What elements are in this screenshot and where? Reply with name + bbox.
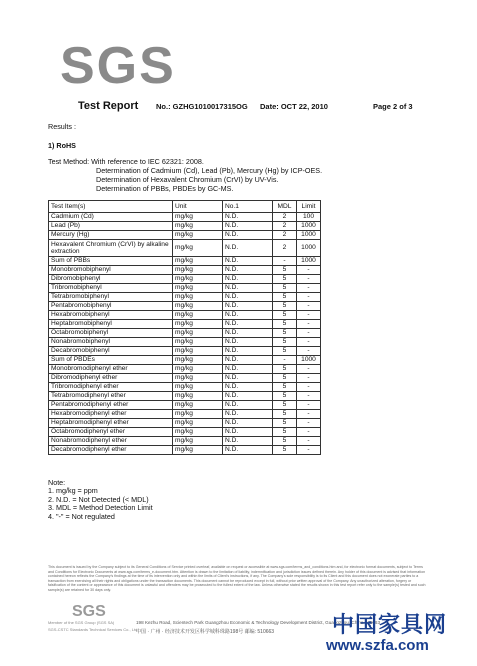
method-line-4: Determination of PBBs, PBDEs by GC-MS. bbox=[96, 184, 234, 193]
cell-test-item: Hexabromodiphenyl ether bbox=[49, 410, 173, 419]
cell-mdl: 5 bbox=[273, 284, 297, 293]
cell-mdl: 5 bbox=[273, 329, 297, 338]
table-row bbox=[49, 240, 321, 257]
table-row bbox=[49, 410, 321, 419]
cell-unit: mg/kg bbox=[173, 383, 223, 392]
cell-test-item: Nonabromodiphenyl ether bbox=[49, 437, 173, 446]
cell-limit: - bbox=[297, 365, 321, 374]
table-row bbox=[49, 320, 321, 329]
sgs-logo bbox=[60, 37, 176, 95]
cell-unit: mg/kg bbox=[173, 257, 223, 266]
cell-limit: - bbox=[297, 320, 321, 329]
watermark-chinese: 中国家具网 bbox=[332, 612, 448, 637]
cell-unit: mg/kg bbox=[173, 446, 223, 455]
table-row bbox=[49, 446, 321, 455]
cell-result: N.D. bbox=[223, 320, 273, 329]
table-row bbox=[49, 401, 321, 410]
cell-test-item: Tribromobiphenyl bbox=[49, 284, 173, 293]
cell-limit: - bbox=[297, 446, 321, 455]
cell-limit: - bbox=[297, 347, 321, 356]
cell-mdl: 5 bbox=[273, 275, 297, 284]
table-row bbox=[49, 365, 321, 374]
cell-unit: mg/kg bbox=[173, 293, 223, 302]
cell-limit: 1000 bbox=[297, 257, 321, 266]
cell-mdl: 5 bbox=[273, 437, 297, 446]
cell-unit: mg/kg bbox=[173, 338, 223, 347]
section-title: 1) RoHS bbox=[48, 141, 76, 150]
table-row bbox=[49, 383, 321, 392]
cell-mdl: 5 bbox=[273, 428, 297, 437]
method-line-2: Determination of Cadmium (Cd), Lead (Pb), Mercury (Hg) by ICP-OES. bbox=[96, 166, 323, 175]
cell-unit: mg/kg bbox=[173, 302, 223, 311]
header-test-item: Test Item(s) bbox=[49, 201, 173, 213]
cell-test-item: Nonabromobiphenyl bbox=[49, 338, 173, 347]
cell-test-item: Octabromobiphenyl bbox=[49, 329, 173, 338]
footer-sgs-logo: SGS bbox=[72, 603, 106, 620]
cell-mdl: 5 bbox=[273, 383, 297, 392]
cell-result: N.D. bbox=[223, 257, 273, 266]
cell-result: N.D. bbox=[223, 222, 273, 231]
cell-unit: mg/kg bbox=[173, 329, 223, 338]
cell-unit: mg/kg bbox=[173, 374, 223, 383]
cell-test-item: Hexabromobiphenyl bbox=[49, 311, 173, 320]
cell-limit: - bbox=[297, 275, 321, 284]
cell-result: N.D. bbox=[223, 329, 273, 338]
cell-test-item: Sum of PBBs bbox=[49, 257, 173, 266]
cell-result: N.D. bbox=[223, 446, 273, 455]
table-row bbox=[49, 231, 321, 240]
cell-limit: 1000 bbox=[297, 240, 321, 257]
cell-result: N.D. bbox=[223, 284, 273, 293]
cell-result: N.D. bbox=[223, 302, 273, 311]
cell-test-item: Decabromobiphenyl bbox=[49, 347, 173, 356]
sgs-logo-text: SGS bbox=[60, 37, 176, 95]
cell-unit: mg/kg bbox=[173, 410, 223, 419]
cell-limit: - bbox=[297, 293, 321, 302]
table-row bbox=[49, 213, 321, 222]
cell-limit: - bbox=[297, 437, 321, 446]
cell-mdl: 5 bbox=[273, 302, 297, 311]
cell-test-item: Octabromodiphenyl ether bbox=[49, 428, 173, 437]
cell-result: N.D. bbox=[223, 383, 273, 392]
table-row bbox=[49, 374, 321, 383]
table-row bbox=[49, 257, 321, 266]
table-row bbox=[49, 302, 321, 311]
cell-limit: - bbox=[297, 302, 321, 311]
cell-mdl: - bbox=[273, 356, 297, 365]
method-line-1: Test Method: With reference to IEC 62321: 2008. bbox=[48, 157, 204, 166]
table-row bbox=[49, 356, 321, 365]
cell-limit: - bbox=[297, 374, 321, 383]
cell-limit: - bbox=[297, 401, 321, 410]
cell-result: N.D. bbox=[223, 266, 273, 275]
cell-test-item: Heptabromobiphenyl bbox=[49, 320, 173, 329]
report-header bbox=[78, 100, 438, 112]
cell-mdl: 2 bbox=[273, 231, 297, 240]
cell-mdl: 5 bbox=[273, 338, 297, 347]
footer-address-en: 198 Kezhu Road, Scientech Park Guangzhou Economic & Technology Development District, Guangzhou, China 510663 bbox=[136, 620, 381, 625]
footer-address-cn: 中国 · 广州 · 经济技术开发区科学城科珠路198号 邮编: 510663 bbox=[136, 629, 275, 635]
cell-test-item: Mercury (Hg) bbox=[49, 231, 173, 240]
cell-test-item: Decabromodiphenyl ether bbox=[49, 446, 173, 455]
report-title: Test Report bbox=[78, 100, 139, 112]
table-row bbox=[49, 419, 321, 428]
cell-mdl: 5 bbox=[273, 446, 297, 455]
cell-limit: - bbox=[297, 311, 321, 320]
cell-unit: mg/kg bbox=[173, 284, 223, 293]
cell-limit: - bbox=[297, 410, 321, 419]
table-row bbox=[49, 275, 321, 284]
cell-limit: - bbox=[297, 266, 321, 275]
cell-result: N.D. bbox=[223, 293, 273, 302]
table-row bbox=[49, 347, 321, 356]
footer-member-line-2: SGS-CSTC Standards Technical Services Co., Ltd. bbox=[48, 627, 139, 632]
table-row bbox=[49, 311, 321, 320]
cell-test-item: Tetrabromobiphenyl bbox=[49, 293, 173, 302]
table-row bbox=[49, 266, 321, 275]
notes bbox=[48, 479, 153, 521]
cell-unit: mg/kg bbox=[173, 356, 223, 365]
cell-unit: mg/kg bbox=[173, 428, 223, 437]
header-unit: Unit bbox=[173, 201, 223, 213]
cell-test-item: Monobromobiphenyl bbox=[49, 266, 173, 275]
cell-test-item: Pentabromobiphenyl bbox=[49, 302, 173, 311]
note-item: 1. mg/kg = ppm bbox=[48, 486, 98, 496]
cell-limit: - bbox=[297, 338, 321, 347]
cell-result: N.D. bbox=[223, 428, 273, 437]
cell-unit: mg/kg bbox=[173, 347, 223, 356]
report-date: Date: OCT 22, 2010 bbox=[260, 102, 328, 111]
cell-result: N.D. bbox=[223, 392, 273, 401]
cell-limit: - bbox=[297, 392, 321, 401]
cell-mdl: 5 bbox=[273, 419, 297, 428]
cell-result: N.D. bbox=[223, 437, 273, 446]
cell-unit: mg/kg bbox=[173, 213, 223, 222]
cell-unit: mg/kg bbox=[173, 231, 223, 240]
cell-result: N.D. bbox=[223, 240, 273, 257]
cell-result: N.D. bbox=[223, 365, 273, 374]
table-row bbox=[49, 428, 321, 437]
table-header-row bbox=[49, 201, 321, 213]
results-table bbox=[48, 200, 321, 455]
cell-mdl: 2 bbox=[273, 240, 297, 257]
cell-mdl: 5 bbox=[273, 392, 297, 401]
cell-unit: mg/kg bbox=[173, 222, 223, 231]
table-row bbox=[49, 338, 321, 347]
header-no1: No.1 bbox=[223, 201, 273, 213]
cell-unit: mg/kg bbox=[173, 311, 223, 320]
cell-mdl: - bbox=[273, 257, 297, 266]
cell-test-item: Dibromodiphenyl ether bbox=[49, 374, 173, 383]
results-table-body bbox=[49, 213, 321, 455]
cell-result: N.D. bbox=[223, 356, 273, 365]
footer-member-line-1: Member of the SGS Group (SGS SA) bbox=[48, 620, 115, 625]
table-row bbox=[49, 293, 321, 302]
notes-title: Note: bbox=[48, 478, 66, 487]
cell-test-item: Monobromodiphenyl ether bbox=[49, 365, 173, 374]
cell-limit: - bbox=[297, 428, 321, 437]
cell-result: N.D. bbox=[223, 374, 273, 383]
cell-unit: mg/kg bbox=[173, 240, 223, 257]
table-row bbox=[49, 329, 321, 338]
cell-test-item: Cadmium (Cd) bbox=[49, 213, 173, 222]
cell-limit: 1000 bbox=[297, 231, 321, 240]
method-line-3: Determination of Hexavalent Chromium (CrVI) by UV-Vis. bbox=[96, 175, 279, 184]
cell-result: N.D. bbox=[223, 410, 273, 419]
table-row bbox=[49, 437, 321, 446]
cell-test-item: Tetrabromodiphenyl ether bbox=[49, 392, 173, 401]
results-label: Results : bbox=[48, 122, 76, 131]
cell-unit: mg/kg bbox=[173, 365, 223, 374]
cell-unit: mg/kg bbox=[173, 437, 223, 446]
table-row bbox=[49, 392, 321, 401]
cell-test-item: Hexavalent Chromium (CrVI) by alkaline extraction bbox=[49, 240, 173, 257]
cell-result: N.D. bbox=[223, 275, 273, 284]
cell-limit: - bbox=[297, 383, 321, 392]
cell-result: N.D. bbox=[223, 213, 273, 222]
cell-mdl: 5 bbox=[273, 347, 297, 356]
cell-limit: 1000 bbox=[297, 222, 321, 231]
header-limit: Limit bbox=[297, 201, 321, 213]
table-row bbox=[49, 284, 321, 293]
cell-mdl: 2 bbox=[273, 213, 297, 222]
cell-test-item: Heptabromodiphenyl ether bbox=[49, 419, 173, 428]
cell-result: N.D. bbox=[223, 347, 273, 356]
cell-unit: mg/kg bbox=[173, 266, 223, 275]
cell-limit: 100 bbox=[297, 213, 321, 222]
report-number: No.: GZHG1010017315OG bbox=[156, 102, 248, 111]
cell-limit: 1000 bbox=[297, 356, 321, 365]
cell-test-item: Pentabromodiphenyl ether bbox=[49, 401, 173, 410]
page-number: Page 2 of 3 bbox=[373, 102, 413, 111]
cell-unit: mg/kg bbox=[173, 401, 223, 410]
cell-result: N.D. bbox=[223, 311, 273, 320]
footer-disclaimer: This document is issued by the Company subject to its General Conditions of Service printed overleaf, available on request or accessible at www.sgs.com/terms_and_conditions.htm and, for electronic format documents, subject to Terms and Conditions for Electronic Documents at www.sgs.com/terms_e-document.htm. Attention is drawn to the limitation of liability, indemnification and jurisdiction issues defined therein. Any holder of this document is advised that information contained hereon reflects the Company's findings at the time of its intervention only and within the limits of Client's instructions, if any. The Company's sole responsibility is to its Client and this document does not exonerate parties to a transaction from exercising all their rights and obligations under the transaction documents. This document cannot be reproduced except in full, without prior written approval of the Company. Any unauthorized alteration, forgery or falsification of the content or appearance of this document is unlawful and offenders may be prosecuted to the fullest extent of the law. Unless otherwise stated the results shown in this test report refer only to the sample(s) tested and such sample(s) are retained for 30 days only. bbox=[48, 565, 426, 592]
cell-result: N.D. bbox=[223, 338, 273, 347]
note-item: 2. N.D. = Not Detected (< MDL) bbox=[48, 494, 149, 504]
cell-limit: - bbox=[297, 284, 321, 293]
cell-result: N.D. bbox=[223, 231, 273, 240]
cell-mdl: 5 bbox=[273, 374, 297, 383]
cell-unit: mg/kg bbox=[173, 419, 223, 428]
cell-test-item: Sum of PBDEs bbox=[49, 356, 173, 365]
cell-limit: - bbox=[297, 329, 321, 338]
cell-unit: mg/kg bbox=[173, 275, 223, 284]
cell-unit: mg/kg bbox=[173, 392, 223, 401]
cell-mdl: 2 bbox=[273, 222, 297, 231]
cell-mdl: 5 bbox=[273, 293, 297, 302]
cell-test-item: Dibromobiphenyl bbox=[49, 275, 173, 284]
cell-mdl: 5 bbox=[273, 311, 297, 320]
cell-limit: - bbox=[297, 419, 321, 428]
cell-mdl: 5 bbox=[273, 365, 297, 374]
cell-mdl: 5 bbox=[273, 401, 297, 410]
cell-result: N.D. bbox=[223, 401, 273, 410]
note-item: 3. MDL = Method Detection Limit bbox=[48, 503, 153, 513]
cell-test-item: Tribromodiphenyl ether bbox=[49, 383, 173, 392]
cell-mdl: 5 bbox=[273, 320, 297, 329]
note-item: 4. "-" = Not regulated bbox=[48, 511, 115, 521]
cell-mdl: 5 bbox=[273, 266, 297, 275]
watermark-url: www.szfa.com bbox=[326, 637, 429, 654]
cell-mdl: 5 bbox=[273, 410, 297, 419]
table-row bbox=[49, 222, 321, 231]
header-mdl: MDL bbox=[273, 201, 297, 213]
cell-unit: mg/kg bbox=[173, 320, 223, 329]
cell-test-item: Lead (Pb) bbox=[49, 222, 173, 231]
cell-result: N.D. bbox=[223, 419, 273, 428]
